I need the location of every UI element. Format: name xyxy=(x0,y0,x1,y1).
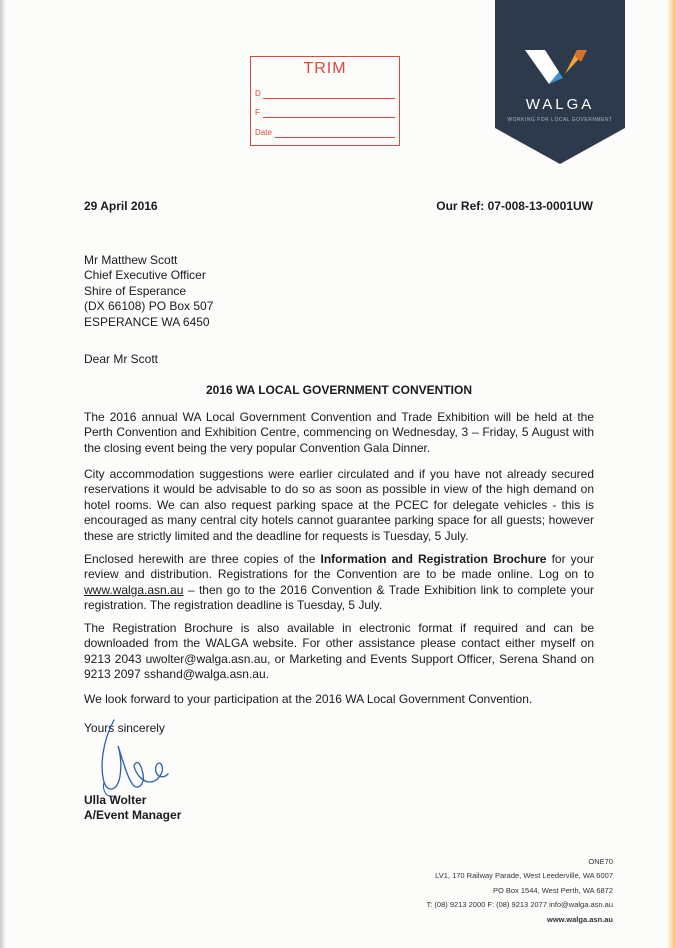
page-edge-left xyxy=(0,0,6,948)
recipient-po-box: (DX 66108) PO Box 507 xyxy=(84,299,214,314)
paragraph-closing-remark: We look forward to your participation at the 2016 WA Local Government Convention. xyxy=(84,692,533,706)
paragraph-registration-text-b: for your review and distribution. Registrations for the Convention are to be made online. Log on to xyxy=(84,552,595,582)
recipient-title: Chief Executive Officer xyxy=(84,268,206,283)
trim-field-d-line xyxy=(263,98,395,99)
paragraph-convention-dates: The 2016 annual WA Local Government Convention and Trade Exhibition will be held at the Perth Convention and Exhibition Centre, commencing on Wednesday, 3 – Friday, 5 August with the closing event being the very popular Convention Gala Dinner. xyxy=(84,410,594,455)
paragraph-registration-text-a: Enclosed herewith are three copies of the xyxy=(84,552,321,566)
trim-field-d: D xyxy=(255,89,261,98)
trim-field-f-line xyxy=(263,117,395,118)
walga-logo-name: WALGA xyxy=(525,96,595,113)
trim-field-f: F xyxy=(255,108,260,117)
walga-website-link[interactable]: www.walga.asn.au xyxy=(84,582,184,597)
paragraph-contacts: The Registration Brochure is also available in electronic format if required and can be downloaded from the WALGA website. For other assistance please contact either myself on 9213 2043 uwolter@walga.asn.au, or Marketing and Events Support Officer, Serena Shand on 9213 2097 sshand@walga.asn.au. xyxy=(84,621,594,682)
letter-date: 29 April 2016 xyxy=(84,199,158,213)
paragraph-registration-text-c: – then go to the 2016 Convention & Trade Exhibition link to complete your registration. The registration deadline is Tuesday, 5 July. xyxy=(84,582,594,613)
trim-field-date-line xyxy=(275,137,395,138)
letterhead-footer xyxy=(427,855,614,927)
signer-name: Ulla Wolter xyxy=(84,793,147,807)
footer-postal-address: PO Box 1544, West Perth, WA 6872 xyxy=(492,885,613,895)
recipient-organisation: Shire of Esperance xyxy=(84,283,187,298)
walga-logo-tagline: WORKING FOR LOCAL GOVERNMENT xyxy=(507,117,613,123)
salutation: Dear Mr Scott xyxy=(84,352,159,366)
walga-logo-banner xyxy=(495,0,625,164)
footer-street-address: LV1, 170 Railway Parade, West Leederville, WA 6007 xyxy=(435,871,613,881)
footer-building: ONE70 xyxy=(588,857,613,866)
recipient-address xyxy=(84,253,213,330)
brochure-title: Information and Registration Brochure xyxy=(320,552,547,566)
paragraph-registration xyxy=(84,552,594,614)
recipient-town: ESPERANCE WA 6450 xyxy=(84,314,210,329)
signer-title: A/Event Manager xyxy=(84,808,182,822)
recipient-name: Mr Matthew Scott xyxy=(84,253,178,267)
complimentary-close: Yours sincerely xyxy=(84,721,165,735)
page-edge-right xyxy=(667,0,675,948)
trim-field-date: Date xyxy=(255,128,272,137)
trim-stamp-title: TRIM xyxy=(303,60,347,77)
paragraph-accommodation: City accommodation suggestions were earlier circulated and if you have not already secured reservations it would be advisable to do so as soon as possible in view of the high demand on hotel rooms. We can also request parking space at the PCEC for delegate vehicles - this is encouraged as many central city hotels cannot guarantee parking space for all guests; however these are strictly limited and the deadline for requests is Tuesday, 5 July. xyxy=(84,467,594,543)
footer-website[interactable]: www.walga.asn.au xyxy=(547,914,613,924)
trim-stamp xyxy=(250,56,400,146)
footer-contact-numbers: T: (08) 9213 2000 F: (08) 9213 2077 info@walga.asn.au xyxy=(426,900,613,910)
subject-heading: 2016 WA LOCAL GOVERNMENT CONVENTION xyxy=(205,383,473,397)
our-reference: Our Ref: 07-008-13-0001UW xyxy=(436,199,593,213)
